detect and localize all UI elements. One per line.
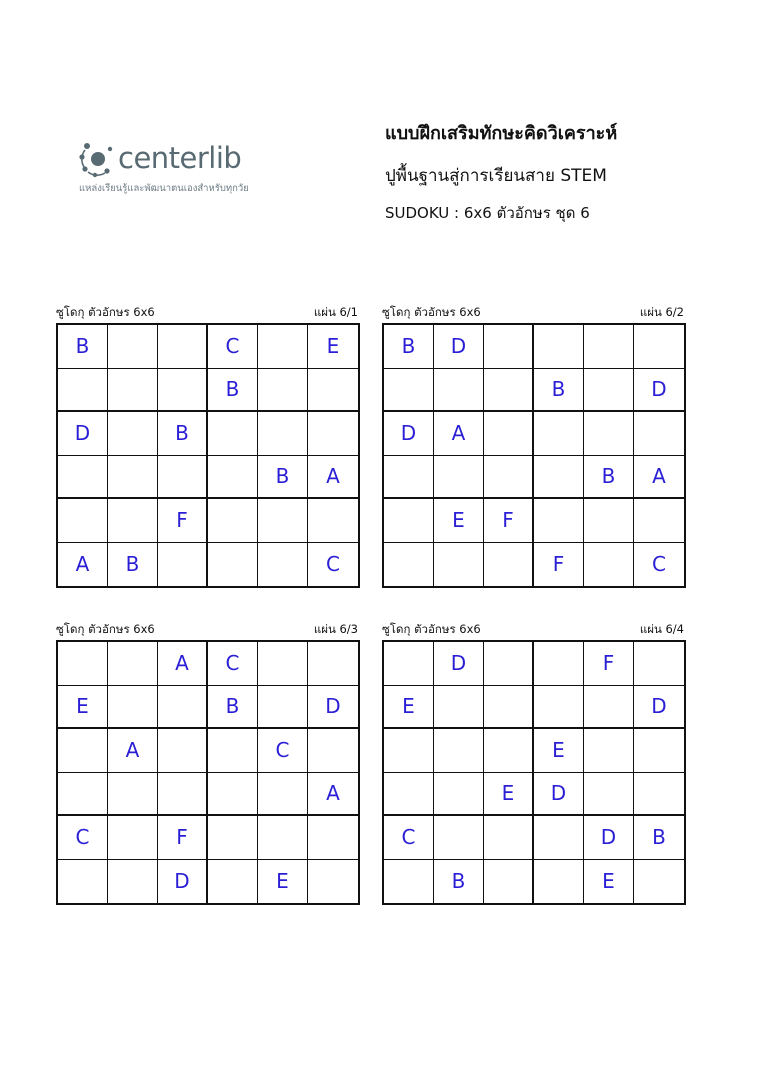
sudoku-empty-cell[interactable] [208, 499, 258, 543]
sudoku-given-cell[interactable]: C [258, 729, 308, 773]
sudoku-empty-cell[interactable] [108, 860, 158, 904]
sudoku-puzzle-4 [382, 621, 684, 905]
sudoku-empty-cell[interactable] [634, 642, 684, 686]
sudoku-grid [56, 323, 360, 588]
worksheet-set-label: SUDOKU : 6x6 ตัวอักษร ชุด 6 [385, 204, 590, 222]
sudoku-empty-cell[interactable] [384, 729, 434, 773]
sudoku-given-cell[interactable]: F [534, 543, 584, 587]
sudoku-empty-cell[interactable] [108, 412, 158, 456]
puzzle-label: ซูโดกุ ตัวอักษร 6x6 [382, 622, 481, 636]
sudoku-given-cell[interactable]: A [634, 456, 684, 500]
sudoku-given-cell[interactable]: E [584, 860, 634, 904]
sudoku-empty-cell[interactable] [108, 499, 158, 543]
sudoku-grid [382, 323, 686, 588]
sudoku-empty-cell[interactable] [384, 499, 434, 543]
sudoku-given-cell[interactable]: D [634, 369, 684, 413]
sudoku-empty-cell[interactable] [634, 499, 684, 543]
sudoku-empty-cell[interactable] [158, 369, 208, 413]
puzzle-header [382, 621, 684, 637]
sudoku-given-cell[interactable]: A [108, 729, 158, 773]
sudoku-empty-cell[interactable] [584, 729, 634, 773]
sudoku-empty-cell[interactable] [108, 642, 158, 686]
sudoku-empty-cell[interactable] [258, 412, 308, 456]
sudoku-given-cell[interactable]: C [384, 816, 434, 860]
sudoku-given-cell[interactable]: E [484, 773, 534, 817]
sudoku-given-cell[interactable]: D [434, 642, 484, 686]
sudoku-empty-cell[interactable] [584, 325, 634, 369]
sudoku-empty-cell[interactable] [258, 543, 308, 587]
sudoku-empty-cell[interactable] [308, 816, 358, 860]
sudoku-given-cell[interactable]: A [308, 456, 358, 500]
sudoku-given-cell[interactable]: C [326, 552, 340, 577]
sudoku-puzzle-2 [382, 304, 684, 588]
sudoku-given-cell[interactable]: F [484, 499, 534, 543]
sudoku-grid [382, 640, 686, 905]
sudoku-given-cell[interactable]: F [584, 642, 634, 686]
sudoku-given-cell[interactable]: A [434, 412, 484, 456]
sudoku-given-cell[interactable]: D [58, 412, 108, 456]
sudoku-given-cell[interactable]: B [258, 456, 308, 500]
sudoku-given-cell[interactable]: A [58, 543, 108, 587]
sudoku-given-cell[interactable]: D [158, 860, 208, 904]
sudoku-empty-cell[interactable] [258, 369, 308, 413]
sudoku-empty-cell[interactable] [308, 412, 358, 456]
puzzle-header [56, 621, 358, 637]
sudoku-empty-cell[interactable] [58, 456, 108, 500]
sudoku-empty-cell[interactable] [158, 543, 208, 587]
sudoku-empty-cell[interactable] [634, 412, 684, 456]
sudoku-empty-cell[interactable] [534, 456, 584, 500]
sudoku-grid [56, 640, 360, 905]
sudoku-empty-cell[interactable] [208, 543, 258, 587]
sudoku-empty-cell[interactable] [434, 543, 484, 587]
sudoku-given-cell[interactable]: B [158, 412, 208, 456]
sudoku-given-cell[interactable]: E [384, 686, 434, 730]
sudoku-empty-cell[interactable] [384, 456, 434, 500]
sudoku-given-cell[interactable]: C [208, 325, 258, 369]
sudoku-given-cell[interactable]: D [434, 325, 484, 369]
sudoku-empty-cell[interactable] [484, 456, 534, 500]
puzzle-sheet-number: แผ่น 6/4 [639, 622, 684, 636]
sudoku-empty-cell[interactable] [484, 729, 534, 773]
sudoku-empty-cell[interactable] [158, 456, 208, 500]
sudoku-empty-cell[interactable] [258, 773, 308, 817]
sudoku-empty-cell[interactable] [308, 369, 358, 413]
sudoku-empty-cell[interactable] [484, 642, 534, 686]
sudoku-empty-cell[interactable] [58, 773, 108, 817]
sudoku-given-cell[interactable]: B [534, 369, 584, 413]
sudoku-empty-cell[interactable] [308, 642, 358, 686]
sudoku-empty-cell[interactable] [108, 773, 158, 817]
centerlib-logo [78, 138, 278, 198]
sudoku-given-cell[interactable]: E [258, 860, 308, 904]
sudoku-empty-cell[interactable] [584, 499, 634, 543]
worksheet-header [385, 122, 617, 224]
sudoku-empty-cell[interactable] [258, 686, 308, 730]
sudoku-empty-cell[interactable] [534, 412, 584, 456]
sudoku-empty-cell[interactable] [208, 816, 258, 860]
sudoku-given-cell[interactable]: D [308, 686, 358, 730]
sudoku-given-cell[interactable]: D [534, 773, 584, 817]
sudoku-empty-cell[interactable] [158, 729, 208, 773]
sudoku-empty-cell[interactable] [108, 816, 158, 860]
sudoku-empty-cell[interactable] [208, 412, 258, 456]
sudoku-given-cell[interactable]: A [158, 642, 208, 686]
sudoku-empty-cell[interactable] [308, 860, 358, 904]
sudoku-given-cell[interactable]: F [158, 816, 208, 860]
sudoku-given-cell[interactable]: C [58, 816, 108, 860]
sudoku-empty-cell[interactable] [258, 642, 308, 686]
sudoku-empty-cell[interactable] [158, 686, 208, 730]
puzzle-header [382, 304, 684, 320]
sudoku-empty-cell[interactable] [534, 686, 584, 730]
sudoku-empty-cell[interactable] [158, 325, 208, 369]
sudoku-given-cell[interactable]: C [652, 552, 666, 577]
sudoku-empty-cell[interactable] [384, 642, 434, 686]
sudoku-puzzle-1 [56, 304, 358, 588]
puzzle-sheet-number: แผ่น 6/2 [639, 305, 684, 319]
sudoku-empty-cell[interactable] [308, 499, 358, 543]
sudoku-given-cell[interactable]: C [208, 642, 258, 686]
sudoku-empty-cell[interactable] [484, 412, 534, 456]
puzzle-label: ซูโดกุ ตัวอักษร 6x6 [56, 622, 155, 636]
sudoku-empty-cell[interactable] [434, 816, 484, 860]
sudoku-empty-cell[interactable] [208, 456, 258, 500]
sudoku-given-cell[interactable]: B [384, 325, 434, 369]
sudoku-empty-cell[interactable] [484, 816, 534, 860]
sudoku-empty-cell[interactable] [484, 369, 534, 413]
sudoku-empty-cell[interactable] [484, 686, 534, 730]
sudoku-empty-cell[interactable] [584, 773, 634, 817]
sudoku-empty-cell[interactable] [58, 860, 108, 904]
logo-tagline: แหล่งเรียนรู้และพัฒนาตนเองสำหรับทุกวัย [79, 183, 249, 194]
sudoku-empty-cell[interactable] [58, 729, 108, 773]
worksheet-title: แบบฝึกเสริมทักษะคิดวิเคราะห์ [385, 123, 618, 144]
sudoku-given-cell[interactable]: B [58, 325, 108, 369]
sudoku-empty-cell[interactable] [634, 729, 684, 773]
sudoku-empty-cell[interactable] [384, 543, 434, 587]
sudoku-given-cell[interactable]: F [158, 499, 208, 543]
puzzle-label: ซูโดกุ ตัวอักษร 6x6 [56, 305, 155, 319]
sudoku-given-cell[interactable]: D [634, 686, 684, 730]
sudoku-given-cell[interactable]: E [308, 325, 358, 369]
puzzle-label: ซูโดกุ ตัวอักษร 6x6 [382, 305, 481, 319]
puzzle-sheet-number: แผ่น 6/1 [313, 305, 358, 319]
sudoku-empty-cell[interactable] [584, 686, 634, 730]
sudoku-empty-cell[interactable] [434, 773, 484, 817]
sudoku-given-cell[interactable]: B [208, 369, 258, 413]
sudoku-empty-cell[interactable] [58, 499, 108, 543]
sudoku-empty-cell[interactable] [208, 773, 258, 817]
sudoku-empty-cell[interactable] [384, 860, 434, 904]
sudoku-empty-cell[interactable] [58, 642, 108, 686]
sudoku-empty-cell[interactable] [434, 686, 484, 730]
sudoku-empty-cell[interactable] [634, 325, 684, 369]
sudoku-empty-cell[interactable] [108, 456, 158, 500]
sudoku-empty-cell[interactable] [584, 412, 634, 456]
sudoku-empty-cell[interactable] [384, 773, 434, 817]
sudoku-empty-cell[interactable] [208, 860, 258, 904]
worksheet-subtitle: ปูพื้นฐานสู่การเรียนสาย STEM [385, 166, 607, 186]
sudoku-given-cell[interactable]: D [384, 412, 434, 456]
sudoku-empty-cell[interactable] [258, 325, 308, 369]
sudoku-given-cell[interactable]: E [434, 499, 484, 543]
sudoku-empty-cell[interactable] [258, 816, 308, 860]
sudoku-given-cell[interactable]: B [584, 456, 634, 500]
sudoku-empty-cell[interactable] [484, 325, 534, 369]
sudoku-empty-cell[interactable] [208, 729, 258, 773]
sudoku-empty-cell[interactable] [58, 369, 108, 413]
logo-wordmark: centerlib [118, 141, 242, 175]
puzzle-header [56, 304, 358, 320]
sudoku-empty-cell[interactable] [484, 860, 534, 904]
sudoku-empty-cell[interactable] [534, 642, 584, 686]
sudoku-given-cell[interactable]: A [308, 773, 358, 817]
sudoku-empty-cell[interactable] [434, 456, 484, 500]
sudoku-empty-cell[interactable] [308, 729, 358, 773]
sudoku-empty-cell[interactable] [534, 499, 584, 543]
sudoku-empty-cell[interactable] [634, 860, 684, 904]
puzzle-sheet-number: แผ่น 6/3 [313, 622, 358, 636]
sudoku-empty-cell[interactable] [158, 773, 208, 817]
sudoku-empty-cell[interactable] [108, 686, 158, 730]
sudoku-given-cell[interactable]: E [58, 686, 108, 730]
sudoku-given-cell[interactable]: B [208, 686, 258, 730]
sudoku-given-cell[interactable]: B [634, 816, 684, 860]
sudoku-puzzle-3 [56, 621, 358, 905]
sudoku-given-cell[interactable]: B [108, 543, 158, 587]
sudoku-empty-cell[interactable] [108, 369, 158, 413]
sudoku-given-cell[interactable]: B [434, 860, 484, 904]
sudoku-empty-cell[interactable] [108, 325, 158, 369]
sudoku-empty-cell[interactable] [434, 729, 484, 773]
molecule-logo-icon [78, 140, 116, 178]
sudoku-empty-cell[interactable] [584, 369, 634, 413]
sudoku-empty-cell[interactable] [534, 816, 584, 860]
sudoku-empty-cell[interactable] [384, 369, 434, 413]
sudoku-given-cell[interactable]: D [584, 816, 634, 860]
sudoku-given-cell[interactable]: E [534, 729, 584, 773]
sudoku-empty-cell[interactable] [634, 773, 684, 817]
sudoku-empty-cell[interactable] [258, 499, 308, 543]
sudoku-empty-cell[interactable] [584, 543, 634, 587]
sudoku-empty-cell[interactable] [484, 543, 534, 587]
sudoku-empty-cell[interactable] [434, 369, 484, 413]
sudoku-empty-cell[interactable] [534, 325, 584, 369]
sudoku-empty-cell[interactable] [534, 860, 584, 904]
